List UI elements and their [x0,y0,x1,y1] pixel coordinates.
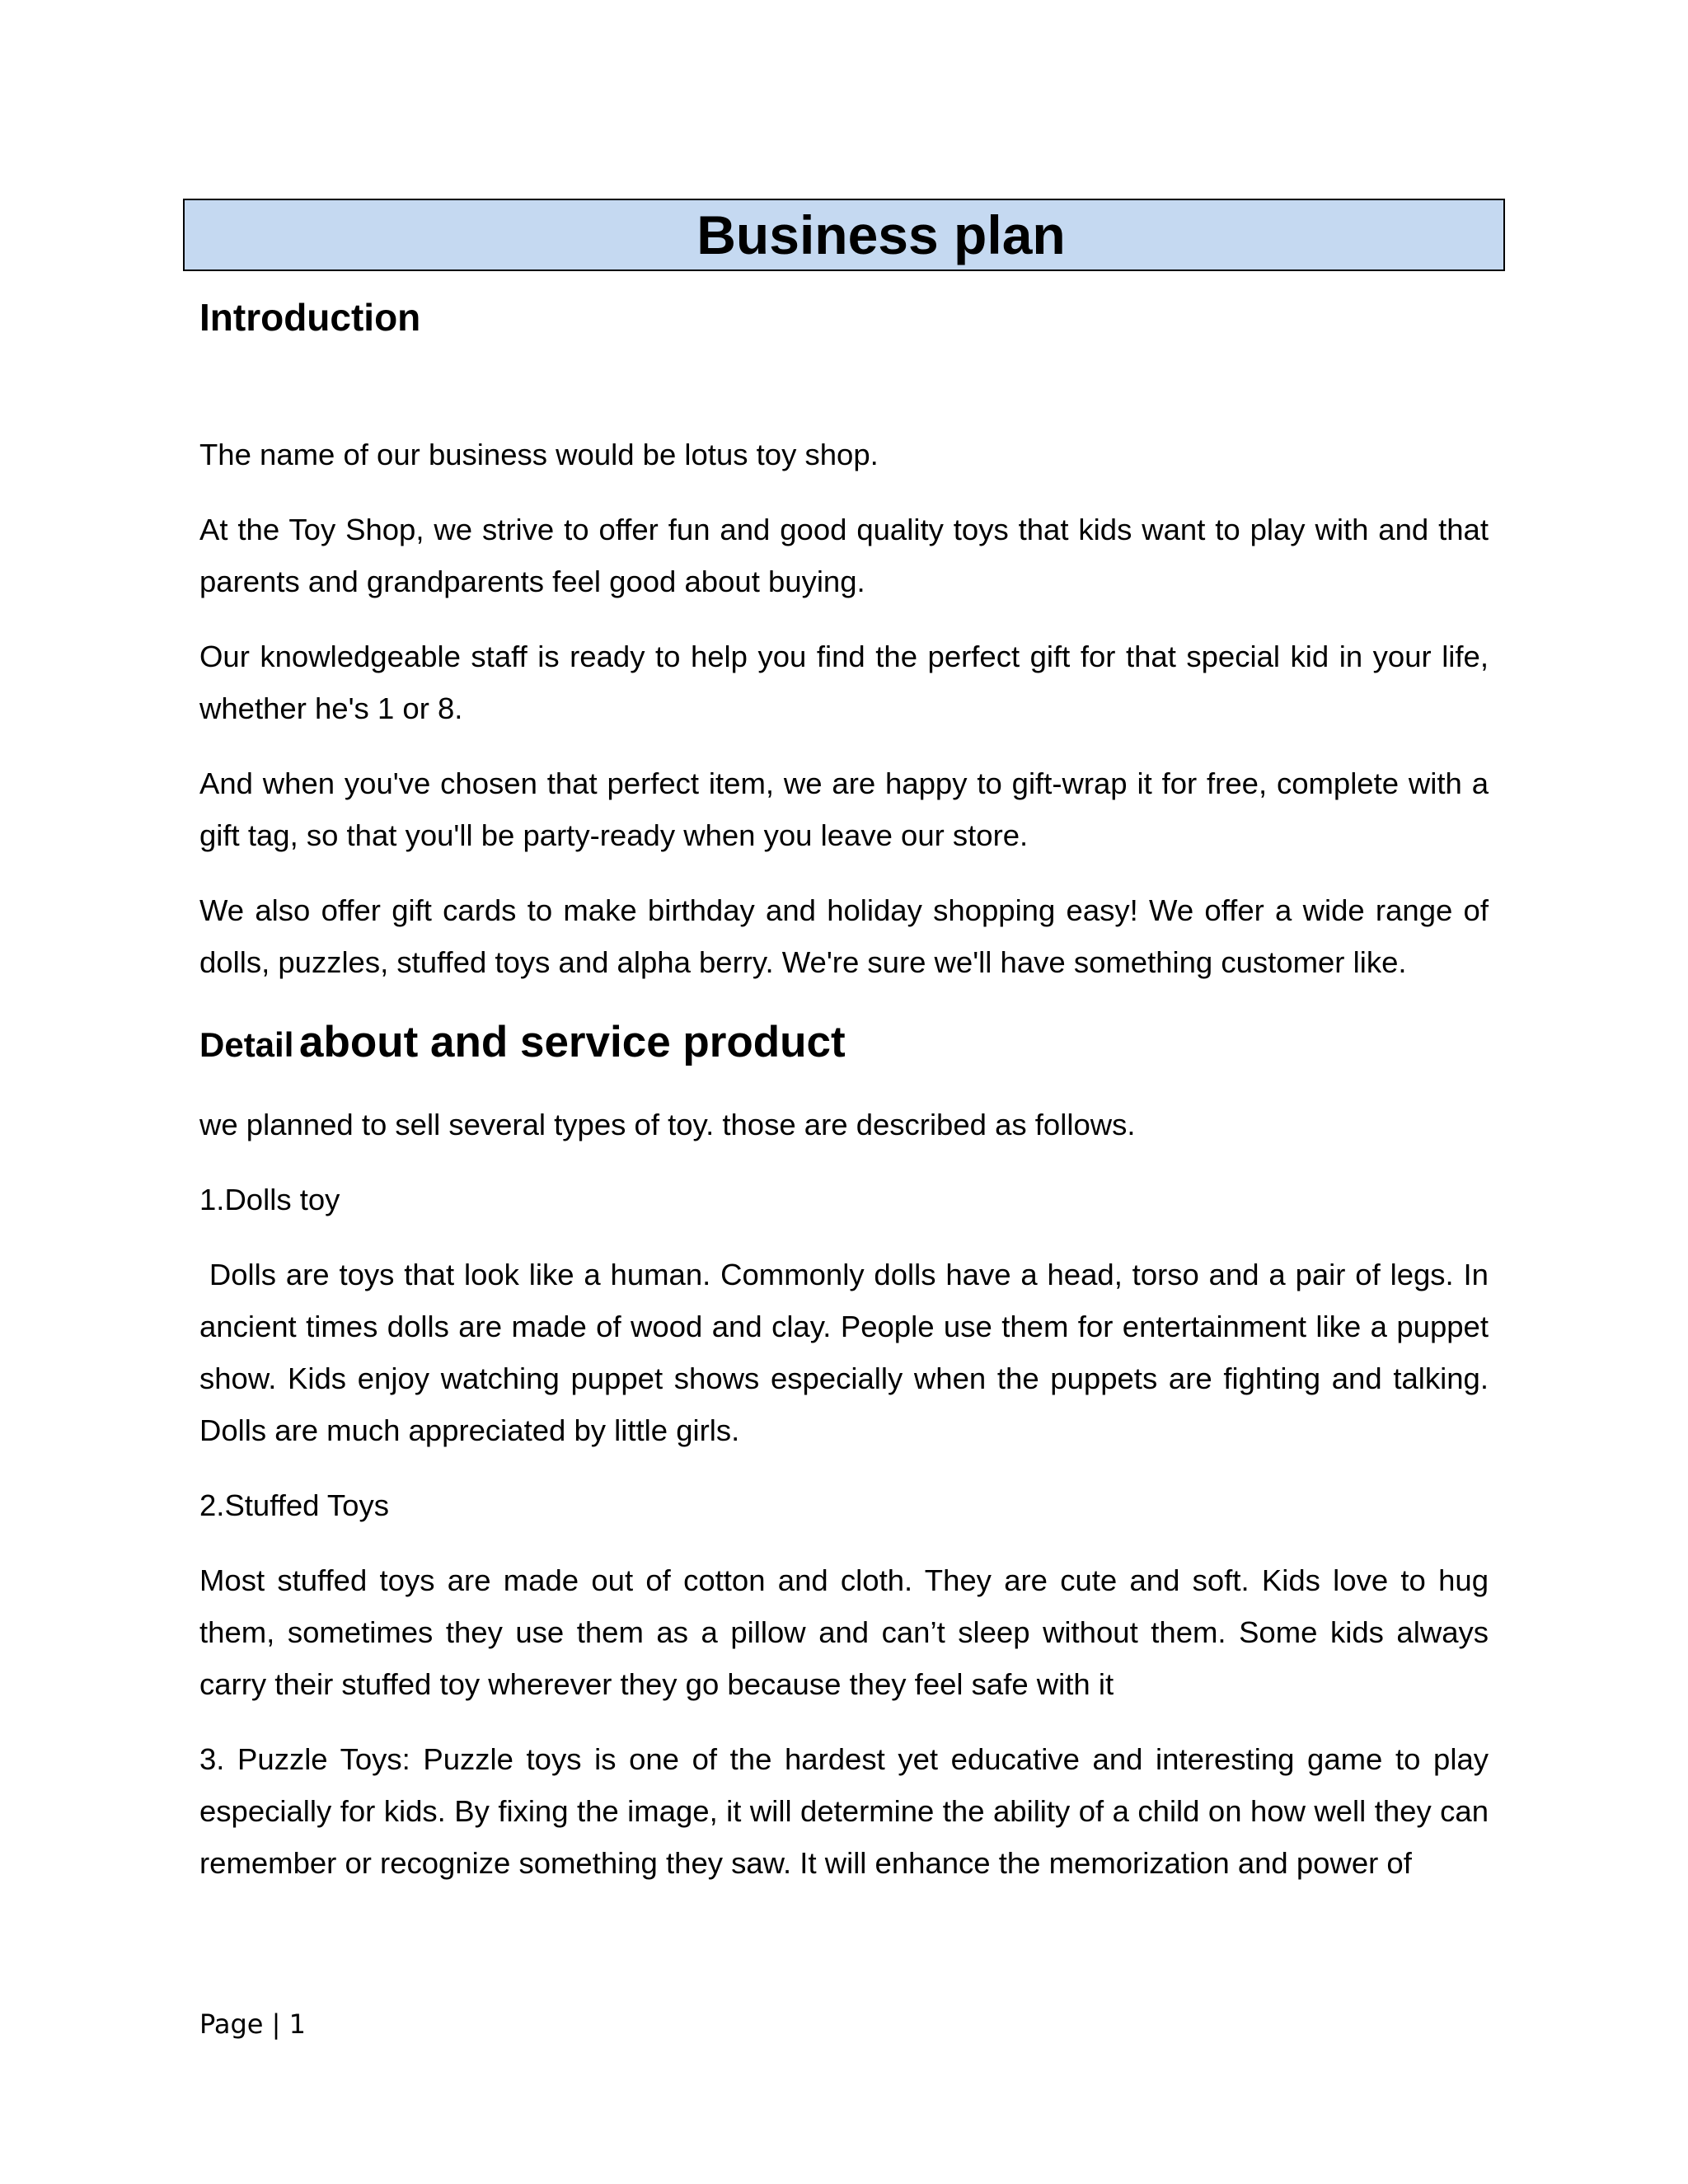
detail-heading-part1: Detail [199,1025,294,1064]
detail-item-puzzle-description: 3. Puzzle Toys: Puzzle toys is one of the hardest yet educative and interesting game to play especially for kids. By fixing the image, it will determine the ability of a child on how well they can remember or recognize something they saw. It will enhance the memorization and power of [199,1742,1489,1880]
intro-paragraph-mission: At the Toy Shop, we strive to offer fun and good quality toys that kids want to play with and that parents and grandparents feel good about buying. [199,513,1489,598]
detail-item-dolls-title: 1.Dolls toy [199,1183,340,1216]
page-title: Business plan [696,204,1066,265]
intro-paragraph-gift-cards: We also offer gift cards to make birthday and holiday shopping easy! We offer a wide range of dolls, puzzles, stuffed toys and alpha berry. We're sure we'll have something customer like. [199,893,1489,979]
intro-paragraph-gift-wrap: And when you've chosen that perfect item, we are happy to gift-wrap it for free, complete with a gift tag, so that you'll be party-ready when you leave our store. [199,766,1489,852]
document-body [199,288,1498,1912]
title-banner [183,199,1505,271]
detail-item-stuffed-description: Most stuffed toys are made out of cotton and cloth. They are cute and soft. Kids love to hug them, sometimes they use them as a pillow and can’t sleep without them. Some kids always carry their stuffed toy wherever they go because they feel safe with it [199,1563,1489,1701]
detail-paragraph-intro: we planned to sell several types of toy. those are described as follows. [199,1108,1136,1141]
intro-paragraph-business-name: The name of our business would be lotus toy shop. [199,438,879,471]
detail-heading [199,1011,1489,1074]
section-spacer [199,346,1489,429]
intro-paragraph-staff: Our knowledgeable staff is ready to help you find the perfect gift for that special kid in your life, whether he's 1 or 8. [199,640,1489,725]
detail-heading-part2: about and service product [299,1018,846,1066]
page-number-footer: Page | 1 [199,2008,306,2040]
detail-item-stuffed-title: 2.Stuffed Toys [199,1488,389,1522]
detail-item-dolls-description: Dolls are toys that look like a human. Commonly dolls have a head, torso and a pair of legs. In ancient times dolls are made of wood and clay. People use them for entertainment like a puppet show. Kids enjoy watching puppet shows especially when the puppets are fighting and talking. Dolls are much appreciated by little girls. [199,1258,1498,1447]
introduction-heading: Introduction [199,296,421,339]
